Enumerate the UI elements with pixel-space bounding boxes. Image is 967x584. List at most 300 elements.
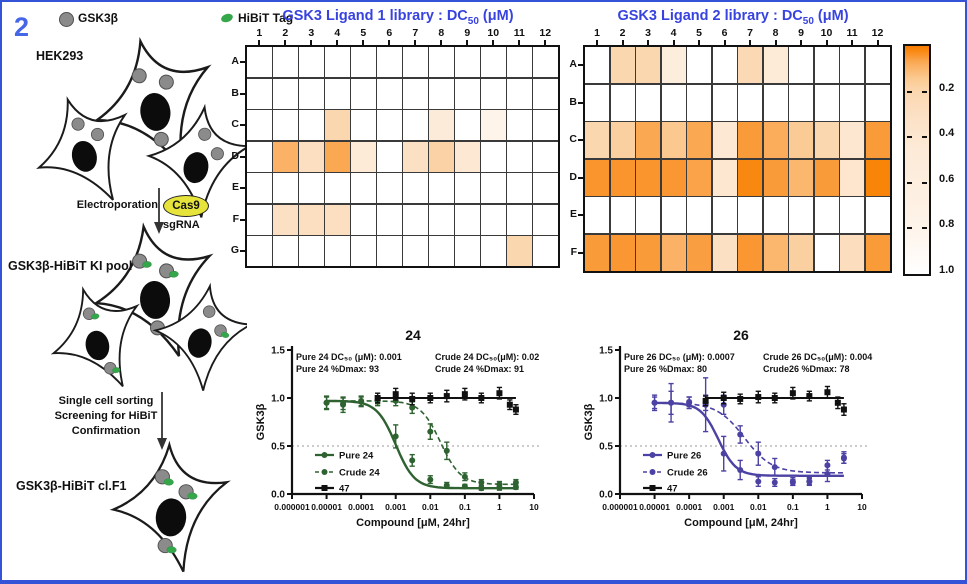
colorbar-tick-mark: [922, 182, 927, 184]
axis-tick: [240, 93, 245, 95]
well-G1: [247, 236, 272, 266]
well-C1: [247, 110, 272, 140]
axis-tick: [240, 124, 245, 126]
axis-tick: [388, 40, 390, 45]
well-F9: [455, 205, 480, 235]
data-point: [444, 448, 450, 454]
well-F6: [713, 235, 737, 271]
well-B12: [533, 79, 558, 109]
data-point: [478, 485, 484, 491]
well-A1: [247, 47, 272, 77]
axis-tick: [578, 177, 583, 179]
y-axis-label: GSK3β: [255, 403, 267, 441]
well-A3: [636, 47, 660, 83]
axis-tick: [578, 102, 583, 104]
data-point: [462, 391, 468, 397]
well-A4: [662, 47, 686, 83]
colorbar: [903, 44, 965, 290]
svg-text:47: 47: [339, 483, 350, 495]
annotation: Crude 24 %Dmax: 91: [435, 364, 525, 374]
well-F12: [533, 205, 558, 235]
data-point: [668, 400, 674, 406]
axis-tick: [240, 61, 245, 63]
data-point: [737, 467, 743, 473]
row-label-E: E: [231, 181, 239, 193]
data-point: [755, 479, 761, 485]
plot-26-panel: [580, 327, 900, 577]
well-E10: [815, 197, 839, 233]
well-E11: [507, 173, 532, 203]
col-label-5: 5: [360, 27, 367, 39]
well-E8: [764, 197, 788, 233]
plate-grid: [245, 45, 560, 268]
well-B11: [507, 79, 532, 109]
heatmap-ligand1-title: GSK3 Ligand 1 library : $DC_{50}$ (μM): [282, 8, 514, 27]
svg-text:Crude 26: Crude 26: [667, 467, 708, 479]
col-label-11: 11: [846, 27, 858, 39]
data-point: [393, 433, 399, 439]
legend-entry-Crude 26: [643, 468, 708, 479]
colorbar-tick-mark: [922, 91, 927, 93]
svg-text:Crude 24: Crude 24: [339, 467, 380, 479]
row-label-C: C: [231, 118, 239, 130]
annotation: Crude 26 DC₅₀(μM): 0.004: [763, 352, 873, 362]
data-point: [824, 471, 830, 477]
row-label-E: E: [569, 208, 577, 220]
annotation: Pure 26 DC₅₀ (μM): 0.0007: [624, 352, 735, 362]
well-E5: [351, 173, 376, 203]
dose-response-plot-24: [252, 327, 572, 577]
axis-tick: [877, 40, 879, 45]
data-point: [806, 479, 812, 485]
well-B5: [687, 85, 711, 121]
well-F10: [815, 235, 839, 271]
col-label-7: 7: [412, 27, 419, 39]
data-point: [409, 457, 415, 463]
axis-tick: [851, 40, 853, 45]
well-B8: [764, 85, 788, 121]
well-B1: [247, 79, 272, 109]
sgrna-label: sgRNA: [163, 219, 200, 231]
well-F5: [351, 205, 376, 235]
well-F6: [377, 205, 402, 235]
axis-tick: [800, 40, 802, 45]
row-label-C: C: [569, 133, 577, 145]
well-A11: [840, 47, 864, 83]
well-F7: [403, 205, 428, 235]
axis-tick: [724, 40, 726, 45]
well-E5: [687, 197, 711, 233]
well-G5: [351, 236, 376, 266]
data-point: [721, 395, 727, 401]
well-E9: [789, 197, 813, 233]
well-F12: [866, 235, 890, 271]
data-point: [772, 479, 778, 485]
well-D11: [507, 142, 532, 172]
colorbar-tick-1.0: 1.0: [939, 264, 955, 276]
row-label-B: B: [231, 86, 239, 99]
well-B9: [789, 85, 813, 121]
data-point: [755, 394, 761, 400]
well-G12: [533, 236, 558, 266]
well-D3: [636, 160, 660, 196]
data-point: [513, 407, 519, 413]
x-tick-label: 10: [857, 502, 867, 512]
col-label-10: 10: [820, 27, 833, 39]
col-label-12: 12: [539, 27, 552, 39]
well-C7: [403, 110, 428, 140]
well-D6: [713, 160, 737, 196]
well-B10: [481, 79, 506, 109]
x-tick-label: 1: [825, 502, 830, 512]
annotation: Pure 24 DC₅₀ (μM): 0.001: [296, 352, 402, 362]
sorting-step: Confirmation: [71, 425, 141, 437]
well-E4: [325, 173, 350, 203]
data-point: [835, 400, 841, 406]
axis-tick: [578, 214, 583, 216]
well-B8: [429, 79, 454, 109]
well-F1: [585, 235, 609, 271]
axis-tick: [698, 40, 700, 45]
well-A9: [789, 47, 813, 83]
well-C4: [325, 110, 350, 140]
colorbar-tick-mark: [922, 227, 927, 229]
col-label-1: 1: [256, 27, 263, 39]
well-G2: [273, 236, 298, 266]
well-F11: [840, 235, 864, 271]
data-point: [790, 479, 796, 485]
well-E12: [533, 173, 558, 203]
well-C5: [687, 122, 711, 158]
plate-grid: [583, 45, 892, 273]
x-axis-label: Compound [μM, 24hr]: [356, 517, 470, 529]
well-F5: [687, 235, 711, 271]
y-tick-label: 0.0: [599, 489, 613, 501]
row-label-F: F: [232, 212, 239, 225]
colorbar-tick-mark: [907, 136, 912, 138]
well-C12: [533, 110, 558, 140]
well-B11: [840, 85, 864, 121]
x-tick-label: 0.0001: [676, 502, 703, 512]
well-C11: [507, 110, 532, 140]
axis-tick: [578, 139, 583, 141]
data-point: [375, 395, 381, 401]
row-label-A: A: [569, 58, 577, 70]
well-D9: [789, 160, 813, 196]
dose-response-plot-26: [580, 327, 900, 577]
col-label-6: 6: [386, 27, 393, 39]
well-D9: [455, 142, 480, 172]
data-point: [462, 483, 468, 489]
well-C8: [764, 122, 788, 158]
well-C9: [789, 122, 813, 158]
well-C4: [662, 122, 686, 158]
data-point: [427, 429, 433, 435]
data-point: [427, 395, 433, 401]
well-F2: [611, 235, 635, 271]
well-A5: [687, 47, 711, 83]
well-E11: [840, 197, 864, 233]
well-A7: [403, 47, 428, 77]
col-label-1: 1: [594, 27, 600, 39]
colorbar-gradient: [903, 44, 931, 276]
data-point: [841, 407, 847, 413]
well-G6: [377, 236, 402, 266]
well-A6: [377, 47, 402, 77]
well-F11: [507, 205, 532, 235]
gsk3b-legend-label: GSK3β: [78, 11, 119, 25]
well-E4: [662, 197, 686, 233]
well-A5: [351, 47, 376, 77]
well-G8: [429, 236, 454, 266]
well-D5: [351, 142, 376, 172]
well-C2: [611, 122, 635, 158]
row-label-A: A: [231, 55, 239, 67]
well-E6: [713, 197, 737, 233]
well-G9: [455, 236, 480, 266]
col-label-5: 5: [696, 27, 702, 39]
clone-label: GSK3β-HiBiT cl.F1: [16, 479, 127, 493]
axis-tick: [775, 40, 777, 45]
axis-tick: [336, 40, 338, 45]
data-point: [806, 393, 812, 399]
data-point: [737, 396, 743, 402]
data-point: [340, 401, 346, 407]
sorting-step: Screening for HiBiT: [54, 410, 158, 422]
row-label-D: D: [569, 170, 577, 183]
ki-pool-label: GSK3β-HiBiT KI pool: [8, 259, 133, 273]
col-label-2: 2: [619, 27, 626, 39]
cas9-icon: [163, 195, 209, 217]
figure-number: 2: [14, 12, 30, 42]
svg-text:Pure 24: Pure 24: [339, 450, 374, 462]
axis-tick: [673, 40, 675, 45]
data-point: [824, 389, 830, 395]
well-D4: [662, 160, 686, 196]
data-point: [444, 393, 450, 399]
x-tick-label: 0.1: [458, 502, 471, 512]
well-C6: [377, 110, 402, 140]
data-point: [427, 477, 433, 483]
axis-tick: [240, 250, 245, 252]
x-axis-label: Compound [μM, 24hr]: [684, 517, 798, 529]
well-C1: [585, 122, 609, 158]
heatmap-ligand2-title: GSK3 Ligand 2 library : $DC_{50}$ (μM): [617, 8, 849, 27]
col-label-4: 4: [334, 27, 341, 39]
well-D4: [325, 142, 350, 172]
well-E10: [481, 173, 506, 203]
well-C10: [481, 110, 506, 140]
well-C3: [299, 110, 324, 140]
x-tick-label: 0.00001: [311, 502, 342, 512]
well-A12: [866, 47, 890, 83]
annotation: Pure 24 %Dmax: 93: [296, 364, 380, 374]
well-C6: [713, 122, 737, 158]
colorbar-tick-0.2: 0.2: [939, 81, 955, 94]
well-C12: [866, 122, 890, 158]
annotation: Pure 26 %Dmax: 80: [624, 364, 708, 374]
well-C9: [455, 110, 480, 140]
well-E7: [738, 197, 762, 233]
well-D3: [299, 142, 324, 172]
data-point: [478, 479, 484, 485]
well-B5: [351, 79, 376, 109]
cas9-label: Cas9: [172, 200, 200, 212]
axis-tick: [466, 40, 468, 45]
well-E3: [299, 173, 324, 203]
data-point: [462, 474, 468, 480]
well-A8: [429, 47, 454, 77]
well-D1: [585, 160, 609, 196]
row-label-G: G: [230, 244, 239, 256]
data-point: [513, 479, 519, 485]
data-point: [496, 390, 502, 396]
well-F10: [481, 205, 506, 235]
workflow-diagram: [2, 26, 247, 582]
well-D10: [481, 142, 506, 172]
well-G11: [507, 236, 532, 266]
well-C3: [636, 122, 660, 158]
legend-entry-47: [315, 484, 350, 495]
well-E1: [585, 197, 609, 233]
axis-tick: [310, 40, 312, 45]
row-label-F: F: [570, 245, 577, 258]
y-tick-label: 1.5: [271, 345, 285, 357]
colorbar-tick-mark: [907, 91, 912, 93]
legend-entry-Crude 24: [315, 468, 380, 479]
well-A9: [455, 47, 480, 77]
well-C8: [429, 110, 454, 140]
well-F7: [738, 235, 762, 271]
axis-tick: [826, 40, 828, 45]
col-label-3: 3: [645, 27, 651, 39]
well-D8: [764, 160, 788, 196]
axis-tick: [749, 40, 751, 45]
well-B6: [377, 79, 402, 109]
well-E12: [866, 197, 890, 233]
well-F1: [247, 205, 272, 235]
gsk3b-icon: [59, 12, 74, 27]
axis-tick: [362, 40, 364, 45]
well-F2: [273, 205, 298, 235]
svg-text:47: 47: [667, 483, 678, 495]
well-F3: [636, 235, 660, 271]
col-label-10: 10: [487, 27, 500, 39]
y-tick-label: 0.5: [271, 441, 285, 453]
well-A10: [815, 47, 839, 83]
well-C2: [273, 110, 298, 140]
axis-tick: [544, 40, 546, 45]
well-G4: [325, 236, 350, 266]
col-label-7: 7: [747, 27, 753, 39]
well-E7: [403, 173, 428, 203]
axis-tick: [258, 40, 260, 45]
axis-tick: [440, 40, 442, 45]
well-G10: [481, 236, 506, 266]
axis-tick: [578, 252, 583, 254]
data-point: [721, 451, 727, 457]
well-D1: [247, 142, 272, 172]
colorbar-tick-mark: [922, 136, 927, 138]
well-D12: [533, 142, 558, 172]
data-point: [496, 481, 502, 487]
legend-entry-Pure 26: [643, 451, 701, 462]
well-B2: [611, 85, 635, 121]
axis-tick: [622, 40, 624, 45]
data-point: [409, 405, 415, 411]
data-point: [841, 455, 847, 461]
well-F8: [764, 235, 788, 271]
sorting-steps: [54, 394, 158, 439]
well-F4: [662, 235, 686, 271]
y-tick-label: 0.5: [599, 441, 613, 453]
x-tick-label: 0.1: [786, 502, 799, 512]
plot-title: 26: [733, 327, 749, 343]
sorting-step: Single cell sorting: [58, 395, 154, 407]
hibit-legend-label: HiBiT Tag: [238, 11, 294, 25]
well-B4: [325, 79, 350, 109]
well-B1: [585, 85, 609, 121]
col-label-8: 8: [438, 27, 445, 39]
data-point: [409, 396, 415, 402]
data-point: [444, 482, 450, 488]
axis-tick: [518, 40, 520, 45]
well-A2: [611, 47, 635, 83]
col-label-3: 3: [308, 27, 315, 39]
cell-line-label: HEK293: [36, 49, 84, 63]
well-E2: [611, 197, 635, 233]
col-label-8: 8: [772, 27, 779, 39]
well-E6: [377, 173, 402, 203]
y-tick-label: 1.0: [271, 393, 285, 405]
colorbar-tick-0.6: 0.6: [939, 172, 955, 185]
fit-line-Crude 26: [655, 403, 844, 473]
well-F8: [429, 205, 454, 235]
x-tick-label: 10: [529, 502, 539, 512]
plot-24-panel: [252, 327, 572, 577]
well-G7: [403, 236, 428, 266]
well-B6: [713, 85, 737, 121]
well-D6: [377, 142, 402, 172]
fit-line-Pure 26: [655, 403, 844, 476]
y-tick-label: 1.5: [599, 345, 613, 357]
axis-tick: [492, 40, 494, 45]
well-B3: [636, 85, 660, 121]
data-point: [703, 398, 709, 404]
axis-tick: [596, 40, 598, 45]
data-point: [358, 398, 364, 404]
colorbar-tick-0.4: 0.4: [939, 127, 955, 140]
axis-tick: [240, 187, 245, 189]
col-label-6: 6: [721, 27, 728, 39]
y-tick-label: 1.0: [599, 393, 613, 405]
well-E2: [273, 173, 298, 203]
well-G3: [299, 236, 324, 266]
well-D11: [840, 160, 864, 196]
well-D7: [738, 160, 762, 196]
x-tick-label: 0.000001: [602, 502, 638, 512]
well-F4: [325, 205, 350, 235]
well-C7: [738, 122, 762, 158]
well-D2: [611, 160, 635, 196]
clone-cell-icon: [109, 441, 229, 574]
axis-tick: [240, 219, 245, 221]
legend-entry-47: [643, 484, 678, 495]
col-label-12: 12: [871, 27, 884, 39]
well-D12: [866, 160, 890, 196]
colorbar-tick-0.8: 0.8: [939, 218, 955, 231]
svg-text:Pure 26: Pure 26: [667, 450, 702, 462]
